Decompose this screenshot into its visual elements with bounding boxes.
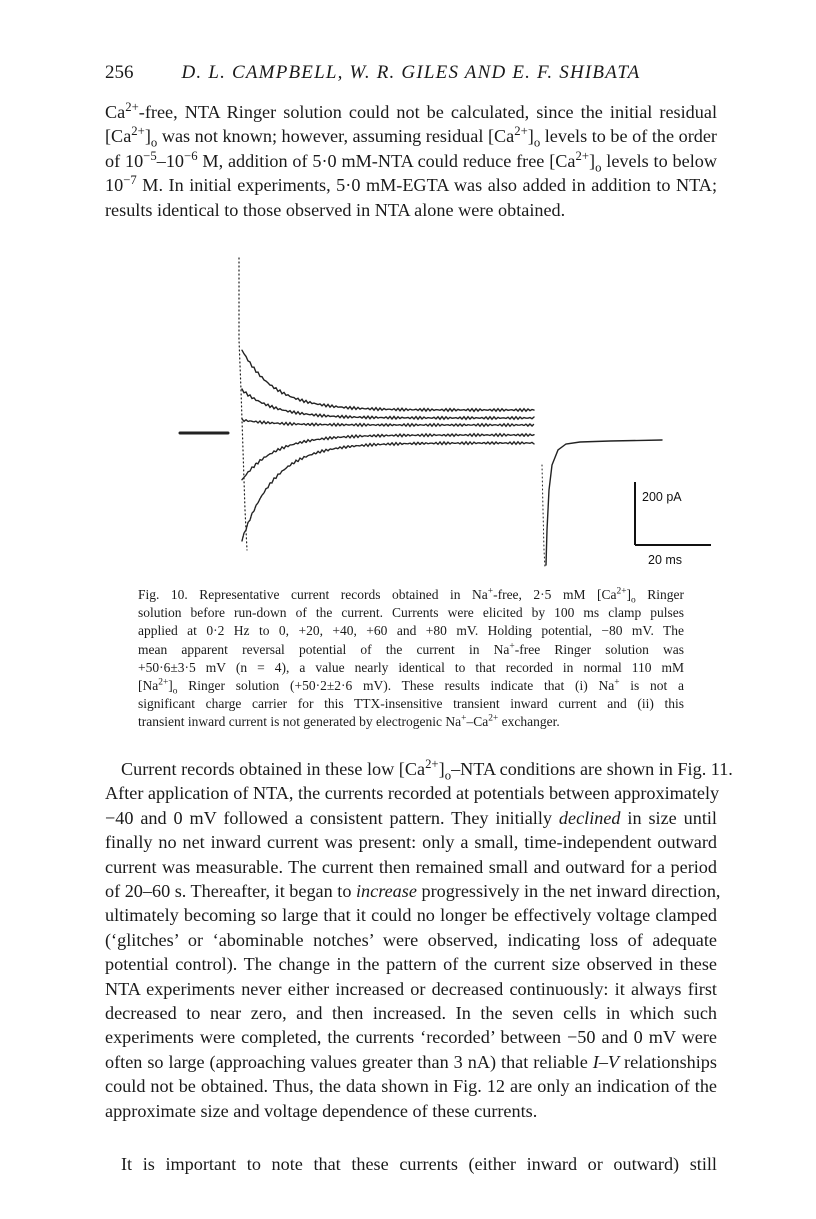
paragraph-nta-results [105, 756, 733, 1123]
paragraph-calcium-free-ringer [105, 100, 717, 222]
text-line: −40 and 0 mV followed a consistent pattern. They initially declined in size until [105, 807, 717, 828]
scale-label-current: 200 pA [642, 490, 682, 504]
caption-line: solution before run-down of the current. Currents were elicited by 100 ms clamp pulses [138, 605, 684, 621]
trace-plus-60 [242, 389, 534, 419]
text-line: could not be obtained. Thus, the data shown in Fig. 12 are only an indication of the [105, 1076, 717, 1097]
current-traces-plot [170, 250, 730, 580]
figure-10-current-records [170, 250, 730, 580]
caption-line: mean apparent reversal potential of the current in Na+-free Ringer solution was [138, 641, 684, 657]
trace-plus-20 [242, 434, 534, 480]
text-line: ultimately becoming so large that it could no longer be effectively voltage clamped [105, 905, 717, 926]
text-line: After application of NTA, the currents recorded at potentials between approximately [105, 783, 720, 804]
capacity-transient [239, 258, 247, 550]
trace-plus-80 [242, 350, 534, 411]
caption-line: +50·6±3·5 mV (n = 4), a value nearly identical to that recorded in normal 110 mM [138, 659, 684, 675]
caption-line: applied at 0·2 Hz to 0, +20, +40, +60 and +80 mV. Holding potential, −80 mV. The [138, 623, 684, 639]
text-line: experiments were completed, the currents ‘recorded’ between −50 and 0 mV were [105, 1027, 717, 1048]
text-line: finally no net inward current was present: only a small, time-independent outward [105, 832, 717, 853]
current-traces [180, 258, 662, 568]
text-line: $10^{-7}$ M. In initial experiments, 5·0 mM-EGTA was also added in addition to NTA; [105, 173, 717, 196]
caption-line: Fig. 10. Representative current records obtained in Na+-free, 2·5 mM $[Ca^{2+}]_o$ Ringer [138, 586, 684, 606]
page-number: 256 [105, 62, 134, 83]
caption-line: transient inward current is not generated by electrogenic $Na^+-Ca^{2+}$ exchanger. [138, 713, 560, 730]
trace-0 [242, 442, 534, 541]
text-line: of 20–60 s. Thereafter, it began to increase progressively in the net inward direction, [105, 881, 721, 902]
text-line: $[Ca^{2+}]_o$ was not known; however, assuming residual $[Ca^{2+}]_o$ levels to be of the order [105, 124, 717, 151]
text-line: often so large (approaching values greater than 3 nA) that reliable I–V relationships [105, 1051, 717, 1072]
trace-plus-40 [242, 419, 534, 427]
text-line: potential control). The change in the pattern of the current size observed in these [105, 954, 717, 975]
caption-line: significant charge carrier for this TTX-insensitive transient inward current and (ii) this [138, 696, 684, 712]
text-line: Current records obtained in these low $[Ca^{2+}]_o$–NTA conditions are shown in Fig. 11. [121, 756, 733, 783]
text-line: results identical to those observed in NTA alone were obtained. [105, 199, 566, 220]
scale-label-time: 20 ms [648, 553, 683, 567]
tail-transient [542, 465, 545, 568]
running-header [105, 62, 717, 92]
caption-line: $[Na^{2+}]_o$ Ringer solution (+50·2±2·6 mV). These results indicate that (i) Na+ is not a [138, 677, 684, 697]
text-line: approximate size and voltage dependence of these currents. [105, 1100, 538, 1121]
text-line: current was measurable. The current then remained small and outward for a period [105, 856, 717, 877]
text-line: $Ca^{2+}$-free, NTA Ringer solution could not be calculated, since the initial residual [105, 99, 717, 122]
paragraph-important-note [105, 1152, 717, 1176]
running-title-authors: D. L. CAMPBELL, W. R. GILES AND E. F. SHIBATA [181, 62, 641, 83]
text-line: It is important to note that these currents (either inward or outward) still [121, 1154, 717, 1174]
text-line: NTA experiments never either increased or decreased continuously: it always first [105, 978, 717, 999]
text-line: (‘glitches’ or ‘abominable notches’ were observed, indicating loss of adequate [105, 929, 717, 950]
text-line: decreased to near zero, and then increased. In the seven cells in which such [105, 1003, 717, 1024]
figure-10-caption [138, 586, 684, 732]
text-line: of $10^{-5}-10^{-6}$ M, addition of 5·0 mM-NTA could reduce free $[Ca^{2+}]_o$ levels to below [105, 148, 717, 175]
